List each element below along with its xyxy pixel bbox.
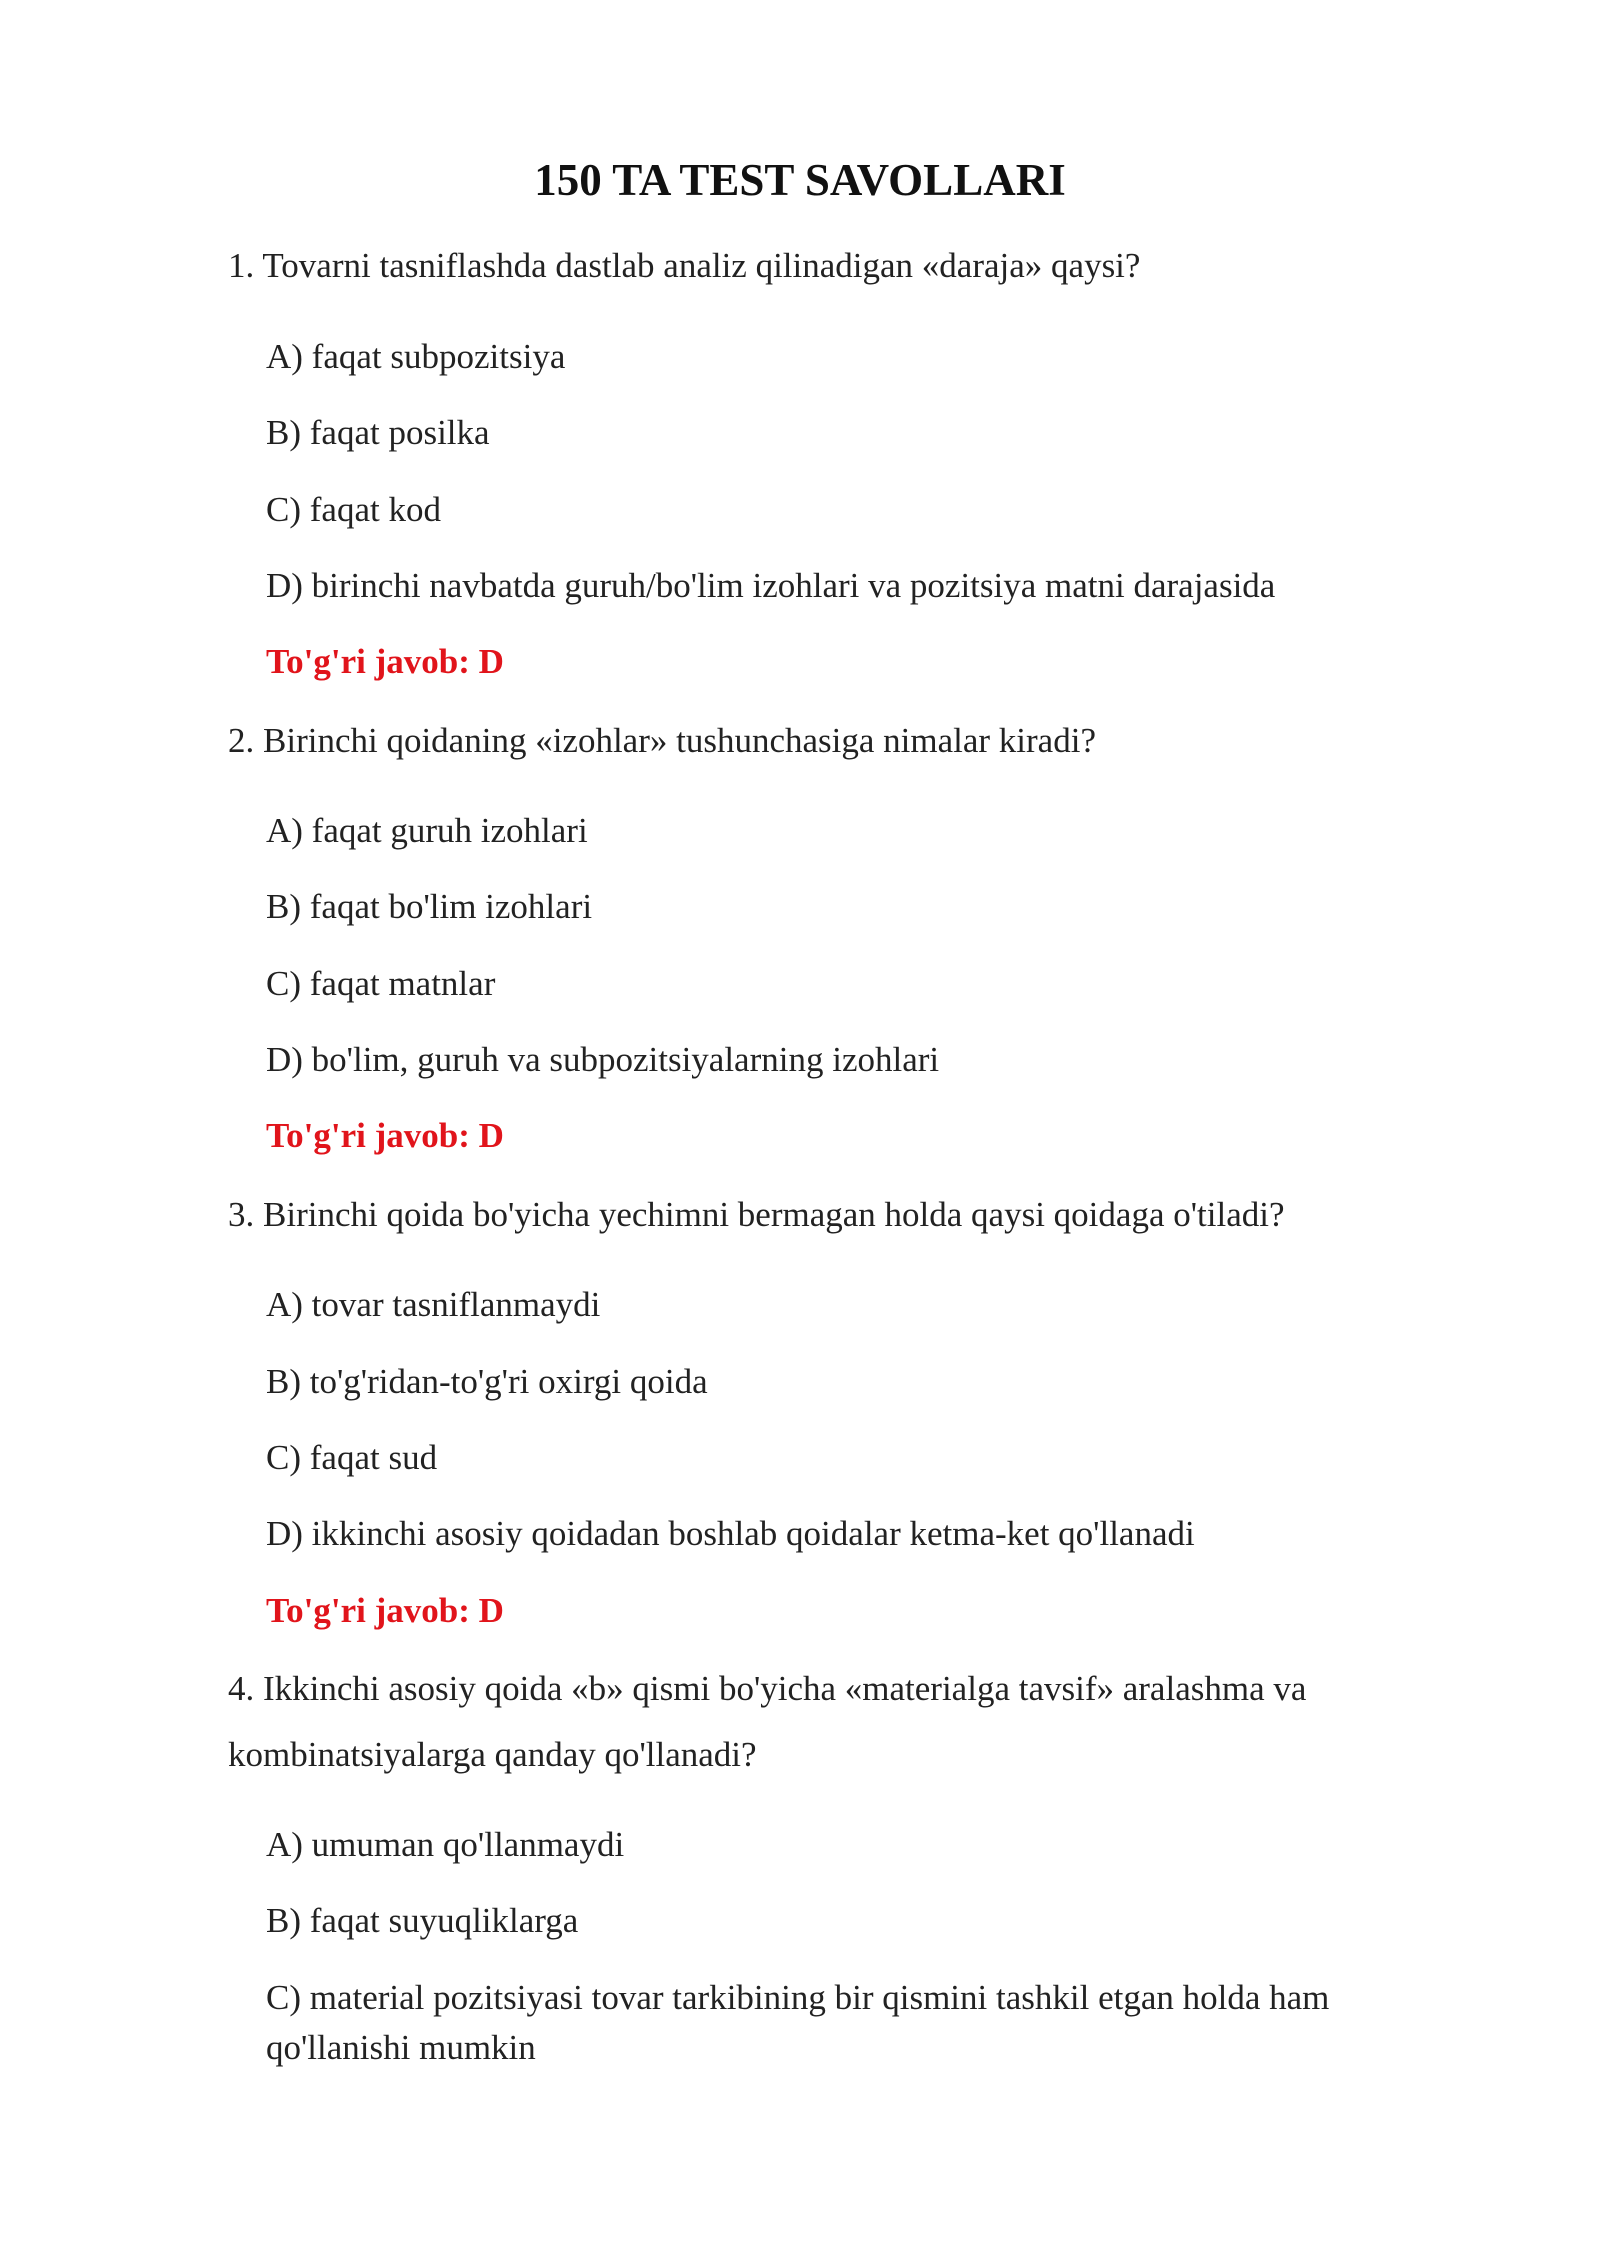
question-text: 4. Ikkinchi asosiy qoida «b» qismi bo'yicha «materialga tavsif» aralashma va kombinatsiyalarga qanday qo'llanadi? (228, 1669, 1307, 1774)
option-b: B) faqat posilka (266, 413, 490, 452)
option-a: A) umuman qo'llanmaydi (266, 1825, 625, 1864)
option-b: B) faqat suyuqliklarga (266, 1901, 579, 1940)
option-a: A) faqat subpozitsiya (266, 337, 566, 376)
option-d: D) birinchi navbatda guruh/bo'lim izohlari va pozitsiya matni darajasida (266, 566, 1276, 605)
question-text: 3. Birinchi qoida bo'yicha yechimni bermagan holda qaysi qoidaga o'tiladi? (228, 1195, 1285, 1234)
option-d: D) bo'lim, guruh va subpozitsiyalarning izohlari (266, 1040, 940, 1079)
question-text: 2. Birinchi qoidaning «izohlar» tushunchasiga nimalar kiradi? (228, 721, 1096, 760)
option-c: C) faqat sud (266, 1438, 438, 1477)
option-a: A) tovar tasniflanmaydi (266, 1285, 601, 1324)
correct-answer: To'g'ri javob: D (266, 1116, 504, 1155)
option-c: C) faqat matnlar (266, 964, 496, 1003)
page-title: 150 TA TEST SAVOLLARI (534, 155, 1066, 205)
correct-answer: To'g'ri javob: D (266, 642, 504, 681)
option-c: C) faqat kod (266, 490, 441, 529)
option-d: D) ikkinchi asosiy qoidadan boshlab qoidalar ketma-ket qo'llanadi (266, 1514, 1195, 1553)
option-b: B) to'g'ridan-to'g'ri oxirgi qoida (266, 1362, 708, 1401)
question-text: 1. Tovarni tasniflashda dastlab analiz qilinadigan «daraja» qaysi? (228, 246, 1141, 285)
correct-answer: To'g'ri javob: D (266, 1591, 504, 1630)
option-c: C) material pozitsiyasi tovar tarkibining bir qismini tashkil etgan holda ham qo'llanishi mumkin (266, 1978, 1330, 2067)
option-b: B) faqat bo'lim izohlari (266, 887, 593, 926)
option-a: A) faqat guruh izohlari (266, 811, 588, 850)
